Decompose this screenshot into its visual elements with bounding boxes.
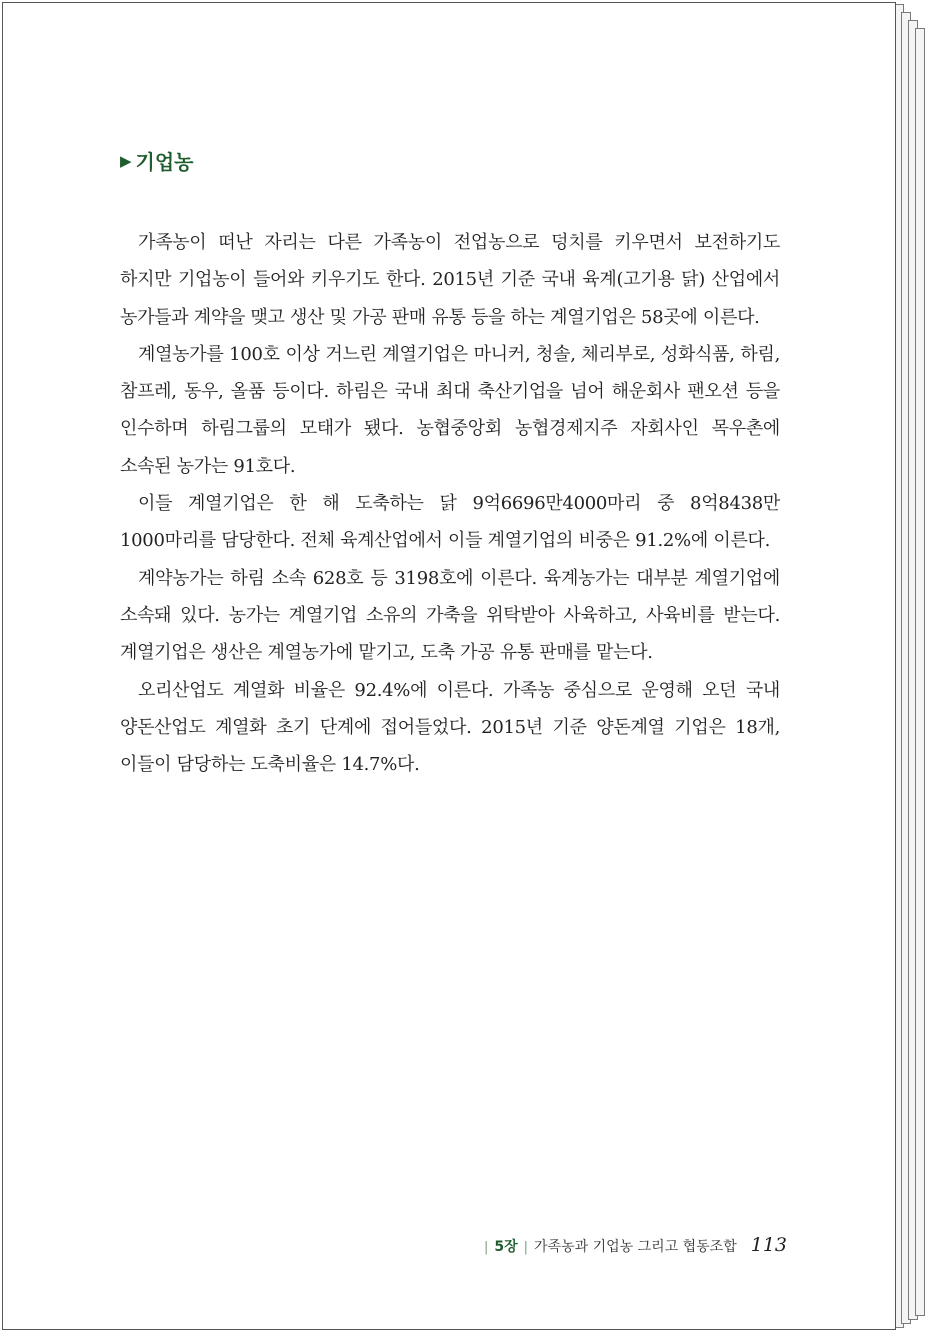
- page-edge: [915, 28, 925, 1316]
- paragraph: 이들 계열기업은 한 해 도축하는 닭 9억6696만4000마리 중 8억8438만 1000마리를 담당한다. 전체 육계산업에서 이들 계열기업의 비중은 91.2%에 이른다.: [120, 493, 780, 552]
- paragraph: 계약농가는 하림 소속 628호 등 3198호에 이른다. 육계농가는 대부분 계열기업에 소속돼 있다. 농가는 계열기업 소유의 가축을 위탁받아 사육하고, 사육비를 받는다. 계열기업은 생산은 계열농가에 맡기고, 도축 가공 유통 판매를 맡는다.: [120, 567, 780, 664]
- footer-separator: |: [523, 1240, 529, 1255]
- page-number: 113: [750, 1234, 787, 1256]
- page-footer: [478, 1234, 787, 1256]
- chapter-label: 5장: [494, 1239, 518, 1255]
- footer-separator: |: [484, 1240, 489, 1255]
- paragraph: 오리산업도 계열화 비율은 92.4%에 이른다. 가족농 중심으로 운영해 오던 국내 양돈산업도 계열화 초기 단계에 접어들었다. 2015년 기준 양돈계열 기업은 18개, 이들이 담당하는 도축비율은 14.7%다.: [120, 679, 780, 776]
- body-text: [120, 224, 780, 783]
- paragraph: 계열농가를 100호 이상 거느린 계열기업은 마니커, 청솔, 체리부로, 성화식품, 하림, 참프레, 동우, 올품 등이다. 하림은 국내 최대 축산기업을 넘어 해운회사 팬오션 등을 인수하며 하림그룹의 모태가 됐다. 농협중앙회 농협경제지주 자회사인 목우촌에 소속된 농가는 91호다.: [120, 343, 780, 477]
- paragraph: 가족농이 떠난 자리는 다른 가족농이 전업농으로 덩치를 키우면서 보전하기도 하지만 기업농이 들어와 키우기도 한다. 2015년 기준 국내 육계(고기용 닭) 산업에서 농가들과 계약을 맺고 생산 및 가공 판매 유통 등을 하는 계열기업은 58곳에 이른다.: [120, 232, 780, 328]
- page-edge-stack: [894, 4, 928, 1328]
- triangle-marker-icon: ▶: [120, 151, 132, 170]
- section-title: 기업농: [135, 150, 194, 174]
- chapter-title: 가족농과 기업농 그리고 협동조합: [534, 1239, 737, 1255]
- section-heading: [120, 146, 194, 175]
